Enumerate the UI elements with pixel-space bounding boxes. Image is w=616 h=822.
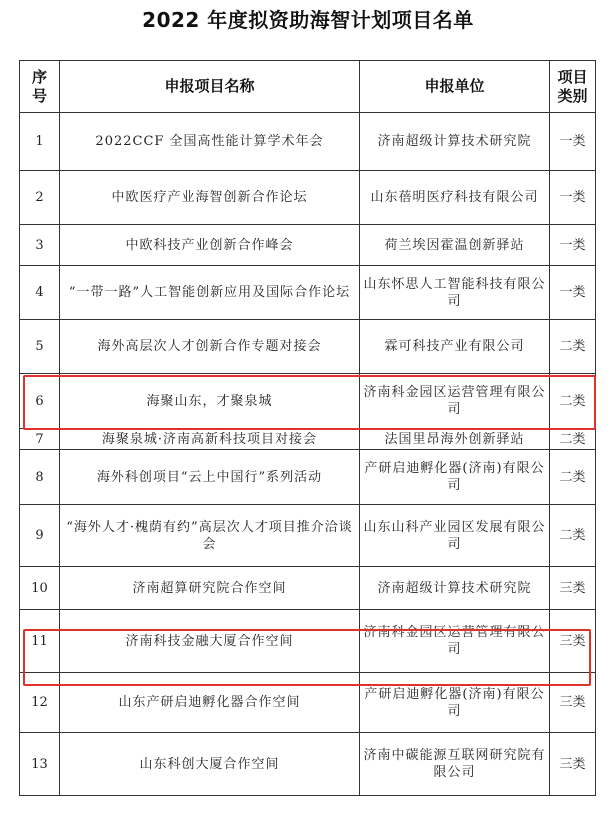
row-unit: 产研启迪孵化器(济南)有限公司	[360, 450, 550, 505]
table-row	[20, 733, 596, 796]
row-seq: 5	[20, 320, 60, 374]
row-category: 二类	[550, 320, 596, 374]
row-category: 二类	[550, 429, 596, 450]
row-project-name: “海外人才·槐荫有约”高层次人才项目推介洽谈会	[60, 505, 360, 567]
row-project-name: 海聚山东，才聚泉城	[60, 374, 360, 429]
table-row	[20, 429, 596, 450]
table-row	[20, 266, 596, 320]
table-row	[20, 225, 596, 266]
row-project-name: 海外科创项目“云上中国行”系列活动	[60, 450, 360, 505]
table-row	[20, 450, 596, 505]
row-unit: 山东山科产业园区发展有限公司	[360, 505, 550, 567]
row-project-name: 海聚泉城·济南高新科技项目对接会	[60, 429, 360, 450]
row-seq: 10	[20, 567, 60, 610]
row-unit: 济南中碳能源互联网研究院有限公司	[360, 733, 550, 796]
row-seq: 9	[20, 505, 60, 567]
row-category: 一类	[550, 225, 596, 266]
row-project-name: “一带一路”人工智能创新应用及国际合作论坛	[60, 266, 360, 320]
table-row	[20, 505, 596, 567]
row-seq: 11	[20, 610, 60, 673]
row-seq: 3	[20, 225, 60, 266]
row-seq: 4	[20, 266, 60, 320]
row-category: 一类	[550, 113, 596, 171]
row-category: 三类	[550, 610, 596, 673]
table-row	[20, 567, 596, 610]
row-project-name: 山东科创大厦合作空间	[60, 733, 360, 796]
row-unit: 产研启迪孵化器(济南)有限公司	[360, 673, 550, 733]
row-seq: 7	[20, 429, 60, 450]
row-unit: 济南科金园区运营管理有限公司	[360, 374, 550, 429]
row-unit: 济南超级计算技术研究院	[360, 567, 550, 610]
row-unit: 霖可科技产业有限公司	[360, 320, 550, 374]
row-project-name: 2022CCF 全国高性能计算学术年会	[60, 113, 360, 171]
row-category: 三类	[550, 567, 596, 610]
highlight-box-row-11	[23, 629, 591, 686]
row-seq: 6	[20, 374, 60, 429]
row-category: 二类	[550, 505, 596, 567]
row-unit: 济南科金园区运营管理有限公司	[360, 610, 550, 673]
row-category: 三类	[550, 673, 596, 733]
row-project-name: 中欧医疗产业海智创新合作论坛	[60, 171, 360, 225]
row-unit: 山东蓓明医疗科技有限公司	[360, 171, 550, 225]
row-project-name: 山东产研启迪孵化器合作空间	[60, 673, 360, 733]
row-seq: 12	[20, 673, 60, 733]
highlight-box-row-6	[23, 375, 596, 430]
header-project-name: 申报项目名称	[60, 61, 360, 113]
row-project-name: 中欧科技产业创新合作峰会	[60, 225, 360, 266]
table-row	[20, 171, 596, 225]
row-project-name: 济南超算研究院合作空间	[60, 567, 360, 610]
row-unit: 济南超级计算技术研究院	[360, 113, 550, 171]
row-category: 三类	[550, 733, 596, 796]
row-seq: 1	[20, 113, 60, 171]
row-category: 二类	[550, 374, 596, 429]
header-seq: 序号	[20, 61, 60, 113]
row-category: 一类	[550, 266, 596, 320]
row-unit: 山东怀思人工智能科技有限公司	[360, 266, 550, 320]
row-project-name: 海外高层次人才创新合作专题对接会	[60, 320, 360, 374]
row-seq: 8	[20, 450, 60, 505]
row-seq: 13	[20, 733, 60, 796]
row-unit: 法国里昂海外创新驿站	[360, 429, 550, 450]
row-unit: 荷兰埃因霍温创新驿站	[360, 225, 550, 266]
table-header-row	[20, 61, 596, 113]
table-row	[20, 320, 596, 374]
header-unit: 申报单位	[360, 61, 550, 113]
row-category: 二类	[550, 450, 596, 505]
row-seq: 2	[20, 171, 60, 225]
row-project-name: 济南科技金融大厦合作空间	[60, 610, 360, 673]
header-category: 项目类别	[550, 61, 596, 113]
table-row	[20, 113, 596, 171]
document-title: 2022 年度拟资助海智计划项目名单	[142, 8, 474, 32]
row-category: 一类	[550, 171, 596, 225]
